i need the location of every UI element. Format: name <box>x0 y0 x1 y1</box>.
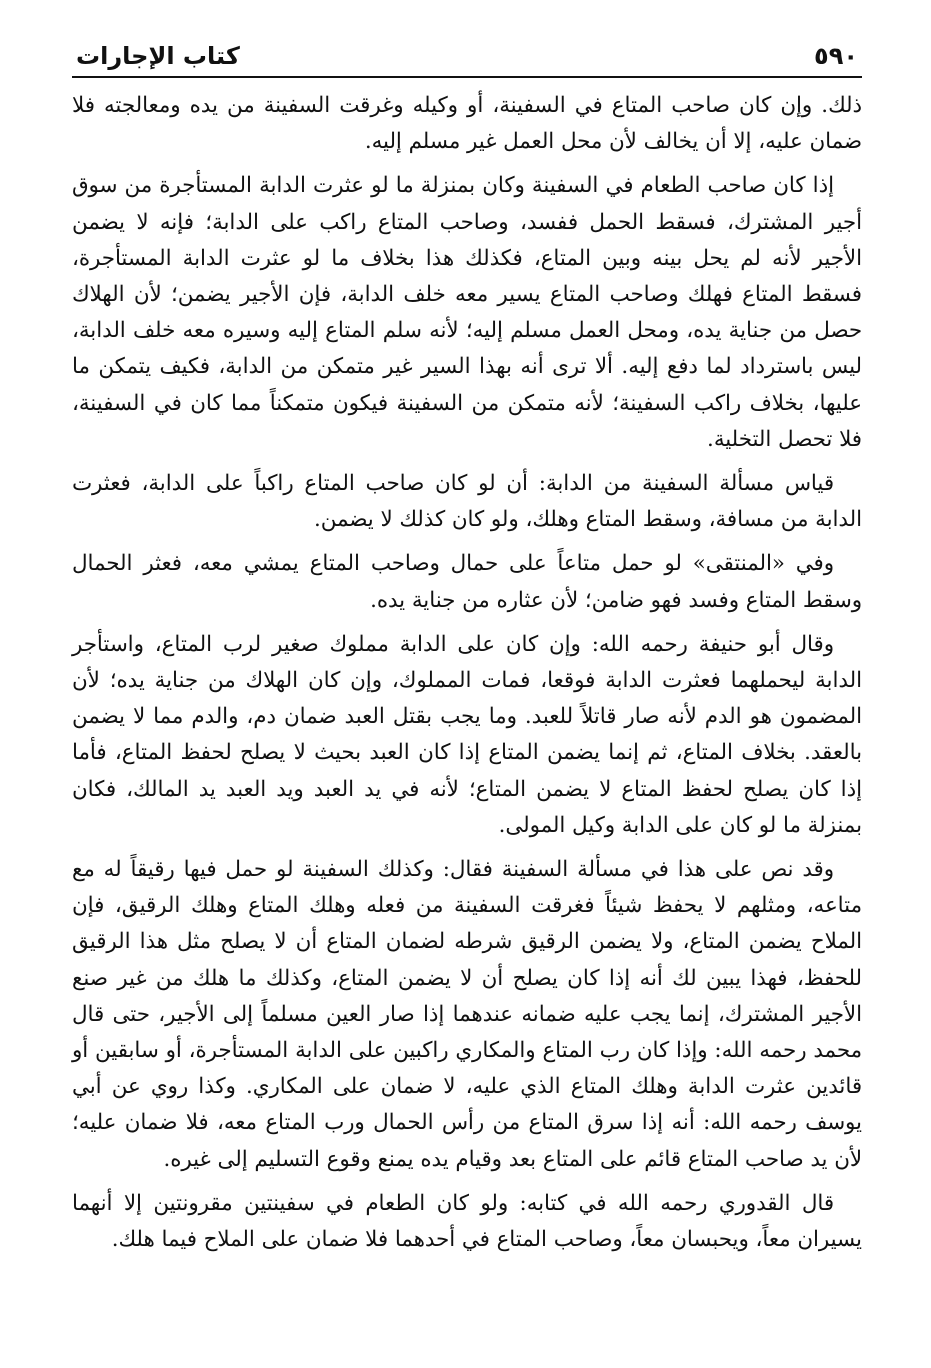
paragraph: وفي «المنتقى» لو حمل متاعاً على حمال وصاحب المتاع يمشي معه، فعثر الحمال وسقط المتاع وفسد فهو ضامن؛ لأن عثاره من جناية يده. <box>72 551 862 613</box>
book-page <box>72 36 862 1336</box>
page-body <box>72 88 862 1258</box>
paragraph: قياس مسألة السفينة من الدابة: أن لو كان صاحب المتاع راكباً على الدابة، فعثرت الدابة من مسافة، وسقط المتاع وهلك، ولو كان كذلك لا يضمن. <box>72 471 862 533</box>
running-title: كتاب الإجارات <box>76 42 240 70</box>
paragraph: وقد نص على هذا في مسألة السفينة فقال: وكذلك السفينة لو حمل فيها رقيقاً له مع متاعه، ومثلهم لا يحفظ شيئاً فغرقت السفينة من فعله وهلك المتاع وهلك الرقيق، فإن الملاح يضمن المتاع، ولا يضمن الرقيق شرطه لضمان المتاع أن لا يصلح مثل هذا الرقيق للحفظ، فهذا يبين لك أنه إذا كان يصلح أن لا يضمن المتاع، وكذلك ما هلك من غير صنع الأجير المشترك، إنما يجب عليه ضمانه عندهما إذا صار العين مسلماً إلى الأجير، حتى قال محمد رحمه الله: وإذا كان رب المتاع والمكاري راكبين على الدابة المستأجرة، أو سابقين أو قائدين عثرت الدابة وهلك المتاع الذي عليه، لا ضمان على المكاري. وكذا روي عن أبي يوسف رحمه الله: أنه إذا سرق المتاع من رأس الحمال ورب المتاع معه، فلا ضمان عليه؛ لأن يد صاحب المتاع قائم على المتاع بعد وقيام يده يمنع وقوع التسليم إلى غيره. <box>72 857 862 1172</box>
page-number: ٥٩٠ <box>814 42 858 70</box>
paragraph: قال القدوري رحمه الله في كتابه: ولو كان الطعام في سفينتين مقرونتين إلا أنهما يسيران معاً، ويحبسان معاً، وصاحب المتاع في أحدهما فلا ضمان على الملاح فيما هلك. <box>72 1190 862 1253</box>
paragraph: إذا كان صاحب الطعام في السفينة وكان بمنزلة ما لو عثرت الدابة المستأجرة من سوق أجير المشترك، فسقط الحمل ففسد، وصاحب المتاع راكب على الدابة؛ فإنه لا يضمن الأجير لأنه لم يحل بينه وبين المتاع، فكذلك هذا بخلاف ما لو عثرت الدابة المستأجرة، فسقط المتاع فهلك وصاحب المتاع يسير معه خلف الدابة، فإن الأجير يضمن؛ لأن الهلاك حصل من جناية يده، ومحل العمل مسلم إليه؛ لأنه سلم المتاع إليه وسيره معه خلف الدابة، ليس باسترداد لما دفع إليه. ألا ترى أنه بهذا السير غير متمكن من الدابة، فكيف يتمكن ما عليها، بخلاف راكب السفينة؛ لأنه متمكن من السفينة فيكون متمكناً مما كان في السفينة، فلا تحصل التخلية. <box>72 173 862 452</box>
paragraph: ذلك. وإن كان صاحب المتاع في السفينة، أو وكيله وغرقت السفينة من يده ومعالجته فلا ضمان عليه، إلا أن يخالف لأن محل العمل غير مسلم إليه. <box>72 93 862 155</box>
paragraph: وقال أبو حنيفة رحمه الله: وإن كان على الدابة مملوك صغير لرب المتاع، واستأجر الدابة ليحملهما فعثرت الدابة فوقعا، فمات المملوك، وإن كان الهلاك من جناية يده؛ لأن المضمون هو الدم لأنه صار قاتلاً للعبد. وما يجب بقتل العبد ضمان دم، والدم مما لا يضمن بالعقد. بخلاف المتاع، ثم إنما يضمن المتاع إذا كان العبد بحيث لا يصلح لحفظ المتاع، فأما إذا كان يصلح لحفظ المتاع لا يضمن المتاع؛ لأنه في يد العبد ويد العبد يد المالك، فكان بمنزلة ما لو كان على الدابة وكيل المولى. <box>72 631 862 838</box>
page-header <box>72 36 862 78</box>
